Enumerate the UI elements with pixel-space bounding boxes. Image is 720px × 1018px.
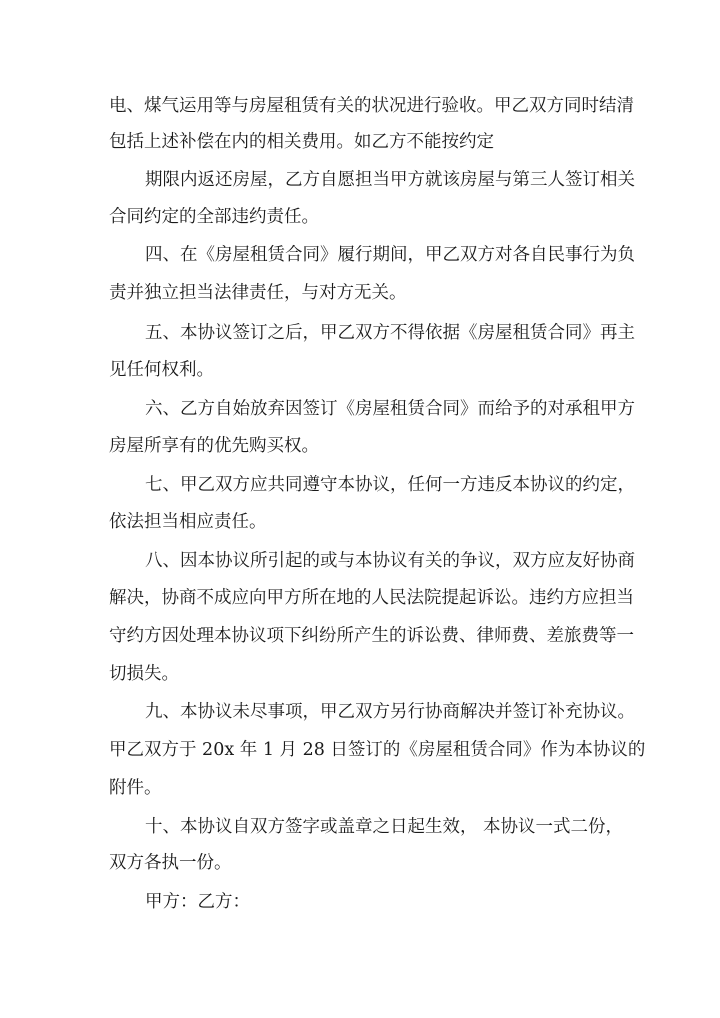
text-line: 电、煤气运用等与房屋租赁有关的状况进行验收。甲乙双方同时结清	[109, 96, 634, 116]
text-line: 附件。	[109, 778, 162, 798]
text-line: 见任何权利。	[109, 360, 214, 380]
text-line: 九、本协议未尽事项，甲乙双方另行协商解决并签订补充协议。	[145, 702, 635, 722]
signature-line: 甲方：乙方：	[145, 892, 250, 912]
text-line: 四、在《房屋租赁合同》履行期间，甲乙双方对各自民事行为负	[145, 245, 635, 265]
text-line: 切损失。	[109, 664, 179, 684]
text-line: 期限内返还房屋，乙方自愿担当甲方就该房屋与第三人签订相关	[145, 170, 635, 190]
text-line: 双方各执一份。	[109, 853, 232, 873]
text-line: 五、本协议签订之后，甲乙双方不得依据《房屋租赁合同》再主	[145, 323, 635, 343]
text-line: 七、甲乙双方应共同遵守本协议，任何一方违反本协议的约定，	[145, 475, 635, 495]
text-line: 责并独立担当法律责任，与对方无关。	[109, 283, 407, 303]
text-line: 甲乙双方于 20x 年 1 月 28 日签订的《房屋租赁合同》作为本协议的	[109, 740, 646, 760]
text-line: 六、乙方自始放弃因签订《房屋租赁合同》而给予的对承租甲方	[145, 399, 635, 419]
text-line: 十、本协议自双方签字或盖章之日起生效， 本协议一式二份，	[145, 817, 624, 837]
text-line: 解决，协商不成应向甲方所在地的人民法院提起诉讼。违约方应担当	[109, 588, 634, 608]
text-line: 包括上述补偿在内的相关费用。如乙方不能按约定	[109, 132, 494, 152]
text-line: 守约方因处理本协议项下纠纷所产生的诉讼费、律师费、差旅费等一	[109, 626, 634, 646]
text-line: 依法担当相应责任。	[109, 512, 267, 532]
text-line: 八、因本协议所引起的或与本协议有关的争议，双方应友好协商	[145, 551, 635, 571]
text-line: 房屋所享有的优先购买权。	[109, 436, 319, 456]
text-line: 合同约定的全部违约责任。	[109, 207, 319, 227]
